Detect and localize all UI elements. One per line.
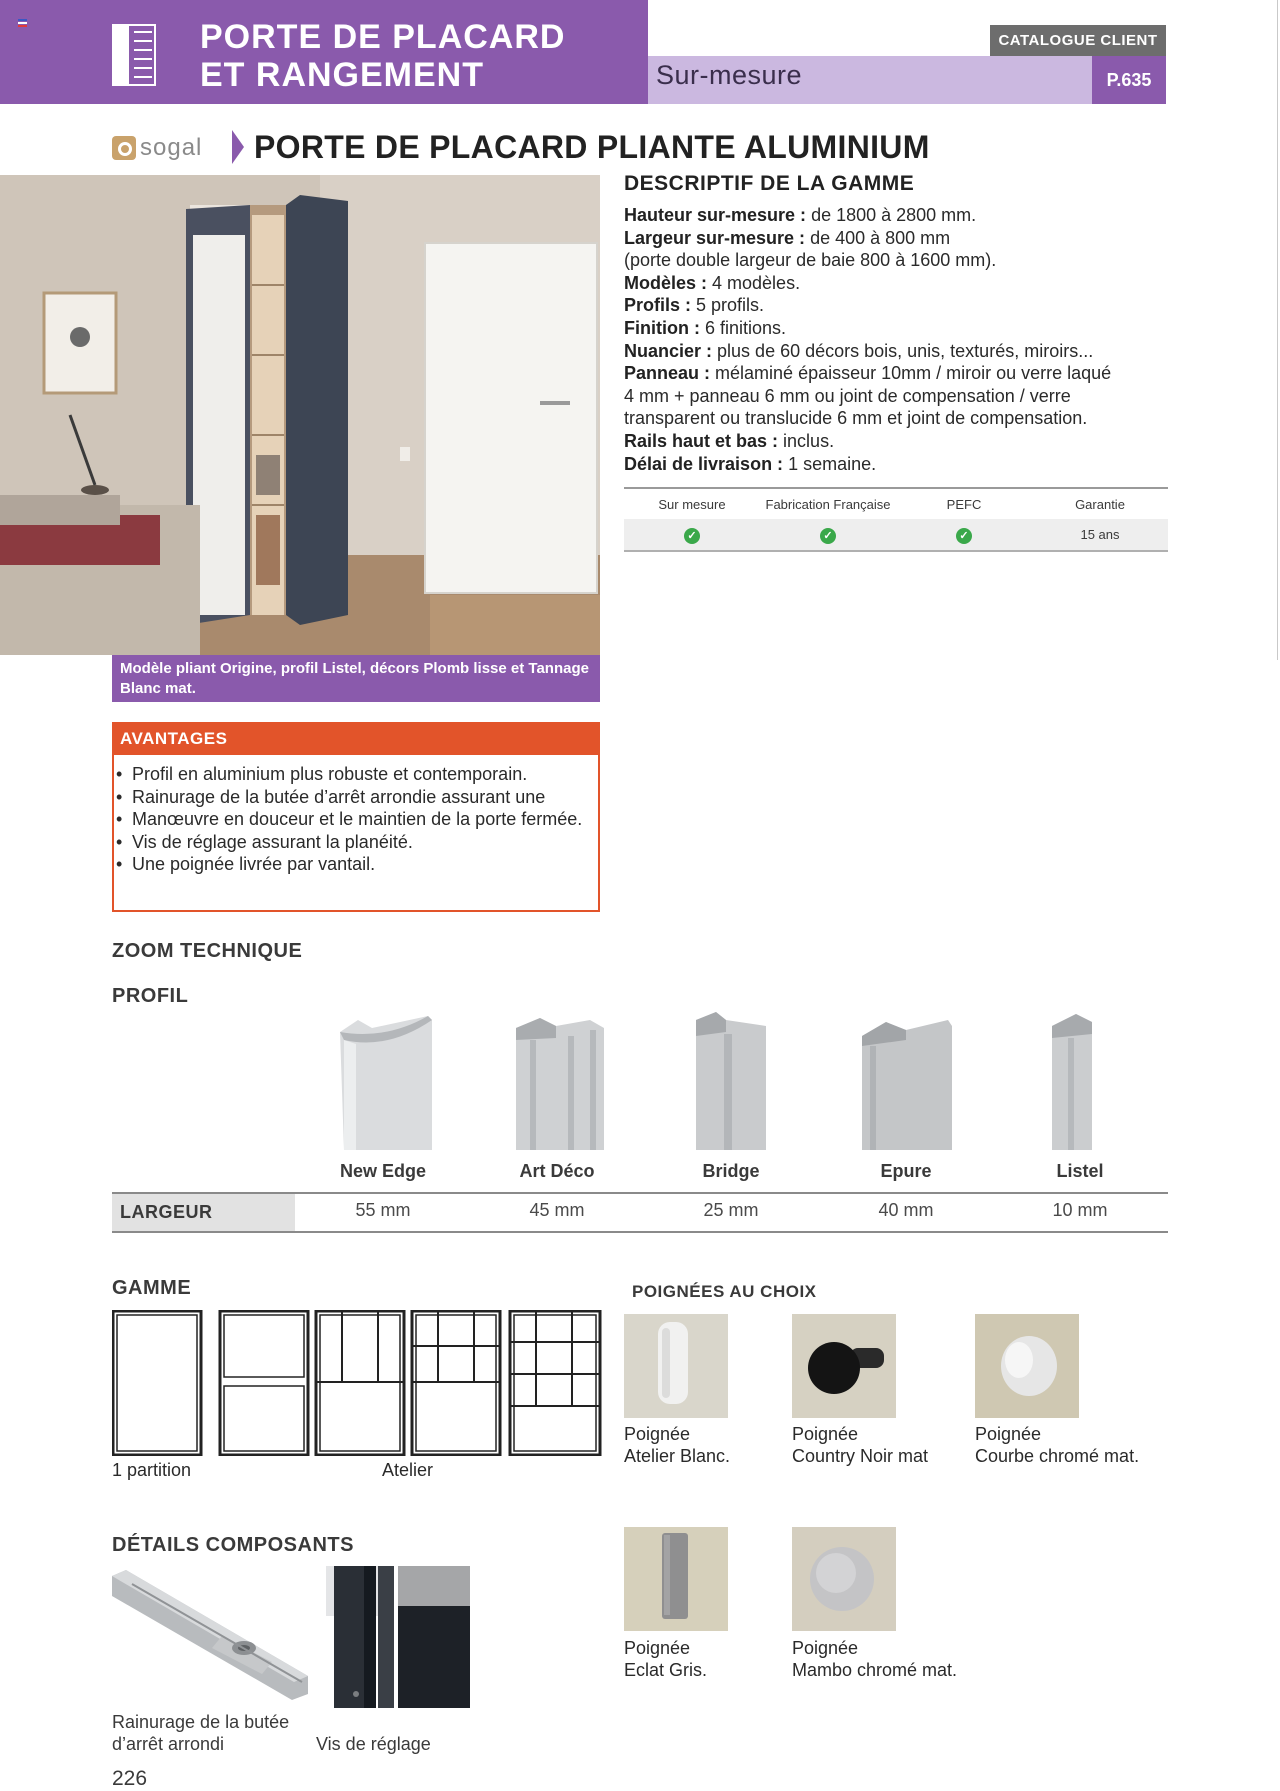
section-title [200,18,565,94]
brand-logo [112,134,218,162]
badge-pefc: PEFC ✓ [946,497,982,542]
spec-line: Délai de livraison : 1 semaine. [624,453,877,474]
page-ref: P.635 [1092,56,1166,104]
list-item: • Une poignée livrée par vantail. [116,853,596,876]
flag-icon [18,19,27,26]
profile-epure-image [856,1010,956,1155]
section-title-line1: PORTE DE PLACARD [200,18,566,56]
adjust-screw-image [318,1566,470,1708]
list-item: • Manœuvre en douceur et le maintien de la porte fermée. [116,808,596,831]
profile-width: 10 mm [1052,1200,1108,1220]
handle-courbe-chrome-image [975,1314,1079,1418]
avantages-heading: AVANTAGES [112,722,600,755]
gamme-label-1: 1 partition [112,1460,192,1480]
spec-line: Panneau : mélaminé épaisseur 10mm / miroir ou verre laqué [624,363,1112,384]
badges-bottom-rule [624,550,1168,552]
spec-line: Nuancier : plus de 60 décors bois, unis, texturés, miroirs... [624,340,1094,361]
wardrobe-icon [112,24,156,86]
profile-new-edge-image [336,1010,436,1155]
profile-name: Bridge [702,1161,760,1181]
garantie-value: 15 ans [1080,527,1120,542]
spec-line: Largeur sur-mesure : de 400 à 800 mm [624,227,951,248]
catalogue-badge: CATALOGUE CLIENT [990,25,1166,56]
gamme-label-2: Atelier [382,1460,434,1480]
composants-heading: DÉTAILS COMPOSANTS [112,1534,354,1556]
handle-country-noir-image [792,1314,896,1418]
brand-logo-mark [112,136,136,160]
check-icon: ✓ [820,528,836,544]
handle-atelier-blanc-image [624,1314,728,1418]
title-arrow-icon [232,130,244,164]
profile-art-deco-image [510,1010,610,1155]
profile-bridge-image [686,1010,776,1155]
largeur-label: LARGEUR [112,1194,295,1231]
profile-width: 40 mm [878,1200,934,1220]
page-edge-line [1277,0,1278,660]
handle-label: Poignée Mambo chromé mat. [792,1638,958,1680]
spec-line: transparent ou translucide 6 mm et joint de compensation. [624,408,1088,429]
handle-label: Poignée Eclat Gris. [624,1638,708,1680]
badge-sur-mesure: Sur mesure ✓ [658,497,726,542]
screw-caption: Vis de réglage [316,1734,431,1754]
handle-label: Poignée Courbe chromé mat. [975,1424,1140,1466]
rail-detail-image [112,1566,308,1708]
subtitle: Sur-mesure [656,60,803,90]
handle-mambo-chrome-image [792,1527,896,1631]
handle-eclat-gris-image [624,1527,728,1631]
zoom-heading: ZOOM TECHNIQUE [112,940,303,962]
profile-name: Epure [880,1161,932,1181]
badge-fabrication: Fabrication Française ✓ [765,497,891,542]
check-icon: ✓ [956,528,972,544]
profile-name: New Edge [339,1161,427,1181]
profil-heading: PROFIL [112,985,189,1007]
profile-listel-image [1040,1010,1110,1155]
profile-name: Listel [1056,1161,1104,1181]
page-number: 226 [112,1767,148,1790]
gamme-diagrams [112,1310,602,1456]
descriptif-lines [624,204,1184,475]
check-icon: ✓ [684,528,700,544]
spec-line: Profils : 5 profils. [624,295,765,316]
badge-garantie: Garantie 15 ans [1032,487,1168,549]
handle-label: Poignée Atelier Blanc. [624,1424,731,1466]
handle-label: Poignée Country Noir mat [792,1424,929,1466]
section-title-line2: ET RANGEMENT [200,56,484,94]
spec-line: 4 mm + panneau 6 mm ou joint de compensation / verre [624,385,1071,406]
brand-logo-text: sogal [140,134,203,161]
profile-width: 45 mm [529,1200,585,1220]
descriptif-heading: DESCRIPTIF DE LA GAMME [624,172,915,195]
spec-line: (porte double largeur de baie 800 à 1600 mm). [624,250,997,271]
profile-width: 25 mm [703,1200,759,1220]
spec-line: Finition : 6 finitions. [624,317,787,338]
spec-line: Modèles : 4 modèles. [624,272,801,293]
list-item: • Profil en aluminium plus robuste et contemporain. [116,763,596,786]
profile-name: Art Déco [519,1161,595,1181]
profile-width: 55 mm [355,1200,411,1220]
rail-caption: Rainurage de la butée d’arrêt arrondi [112,1712,290,1754]
spec-line: Hauteur sur-mesure : de 1800 à 2800 mm. [624,205,977,225]
product-photo [0,175,600,655]
badges-table [624,487,1168,552]
product-title: PORTE DE PLACARD PLIANTE ALUMINIUM [254,129,930,165]
poignees-heading: POIGNÉES AU CHOIX [632,1282,817,1301]
spec-line: Rails haut et bas : inclus. [624,430,835,451]
avantages-list [116,763,596,876]
list-item: • Rainurage de la butée d’arrêt arrondie assurant une [116,786,596,809]
gamme-heading: GAMME [112,1277,192,1299]
largeur-bottom-rule [112,1231,1168,1233]
photo-caption: Modèle pliant Origine, profil Listel, décors Plomb lisse et Tannage Blanc mat. [112,655,600,702]
list-item: • Vis de réglage assurant la planéité. [116,831,596,854]
